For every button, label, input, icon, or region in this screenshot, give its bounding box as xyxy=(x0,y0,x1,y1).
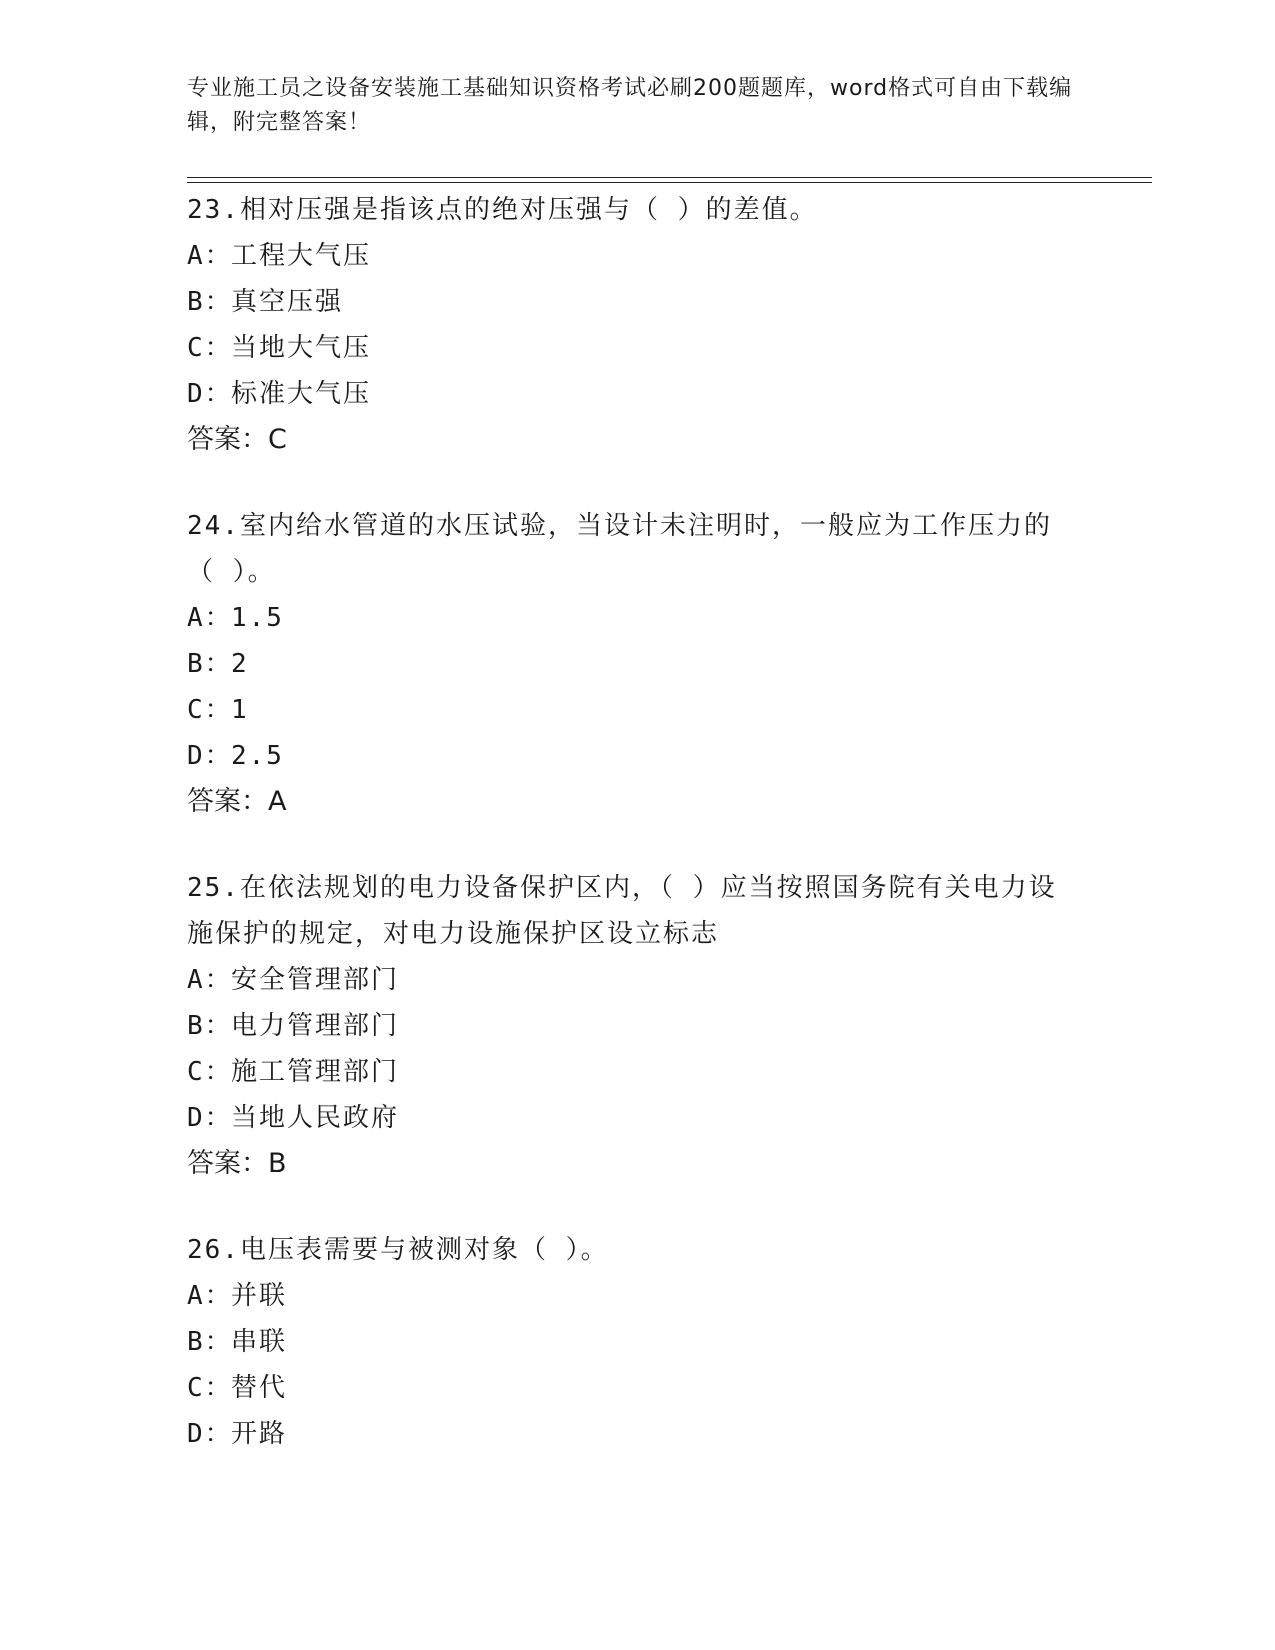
option-key: C： xyxy=(187,695,233,725)
option-text: 开路 xyxy=(231,1419,288,1449)
option-text: 当地大气压 xyxy=(231,333,372,363)
option-text: 标准大气压 xyxy=(231,379,372,409)
question-stem: 26.电压表需要与被测对象（ ）。 xyxy=(187,1235,609,1265)
option-a xyxy=(187,957,1087,1003)
option-c xyxy=(187,687,1087,733)
option-key: B： xyxy=(187,287,233,317)
option-text: 工程大气压 xyxy=(231,241,372,271)
question-25 xyxy=(187,865,1087,1187)
option-key: B： xyxy=(187,1011,233,1041)
option-text: 替代 xyxy=(231,1373,288,1403)
header-divider-top xyxy=(187,177,1152,178)
option-text: 施工管理部门 xyxy=(231,1057,400,1087)
document-header-title: 专业施工员之设备安装施工基础知识资格考试必刷200题题库，word格式可自由下载编辑，附完整答案！ xyxy=(187,76,1073,135)
option-key: D： xyxy=(187,379,233,409)
question-26 xyxy=(187,1227,1087,1457)
option-c xyxy=(187,1049,1087,1095)
option-d xyxy=(187,371,1087,417)
option-a xyxy=(187,595,1087,641)
option-text: 1 xyxy=(231,695,249,725)
option-b xyxy=(187,641,1087,687)
answer-label: 答案：A xyxy=(187,786,287,817)
option-key: D： xyxy=(187,741,233,771)
option-key: D： xyxy=(187,1419,233,1449)
option-key: A： xyxy=(187,241,233,271)
option-text: 1.5 xyxy=(231,603,284,633)
option-b xyxy=(187,1003,1087,1049)
option-d xyxy=(187,733,1087,779)
option-text: 安全管理部门 xyxy=(231,965,400,995)
answer-label: 答案：C xyxy=(187,424,287,455)
option-key: D： xyxy=(187,1103,233,1133)
option-key: B： xyxy=(187,649,233,679)
option-c xyxy=(187,1365,1087,1411)
question-stem: 23.相对压强是指该点的绝对压强与（ ）的差值。 xyxy=(187,195,818,225)
option-text: 2.5 xyxy=(231,741,284,771)
option-key: A： xyxy=(187,965,233,995)
option-b xyxy=(187,279,1087,325)
header-divider-bottom xyxy=(187,182,1152,183)
option-a xyxy=(187,1273,1087,1319)
option-key: C： xyxy=(187,1373,233,1403)
option-key: C： xyxy=(187,1057,233,1087)
answer-label: 答案：B xyxy=(187,1148,287,1179)
option-text: 并联 xyxy=(231,1281,288,1311)
option-key: A： xyxy=(187,1281,233,1311)
question-stem: 25.在依法规划的电力设备保护区内，（ ）应当按照国务院有关电力设施保护的规定，对电力设施保护区设立标志 xyxy=(187,873,1057,949)
option-text: 真空压强 xyxy=(231,287,344,317)
option-text: 电力管理部门 xyxy=(231,1011,400,1041)
option-d xyxy=(187,1095,1087,1141)
option-d xyxy=(187,1411,1087,1457)
option-b xyxy=(187,1319,1087,1365)
option-text: 2 xyxy=(231,649,249,679)
option-text: 串联 xyxy=(231,1327,288,1357)
question-stem: 24.室内给水管道的水压试验，当设计未注明时，一般应为工作压力的（ ）。 xyxy=(187,511,1052,587)
option-key: C： xyxy=(187,333,233,363)
option-a xyxy=(187,233,1087,279)
option-key: A： xyxy=(187,603,233,633)
option-key: B： xyxy=(187,1327,233,1357)
option-text: 当地人民政府 xyxy=(231,1103,400,1133)
question-23 xyxy=(187,187,1087,463)
option-c xyxy=(187,325,1087,371)
question-list xyxy=(187,187,1087,1497)
question-24 xyxy=(187,503,1087,825)
